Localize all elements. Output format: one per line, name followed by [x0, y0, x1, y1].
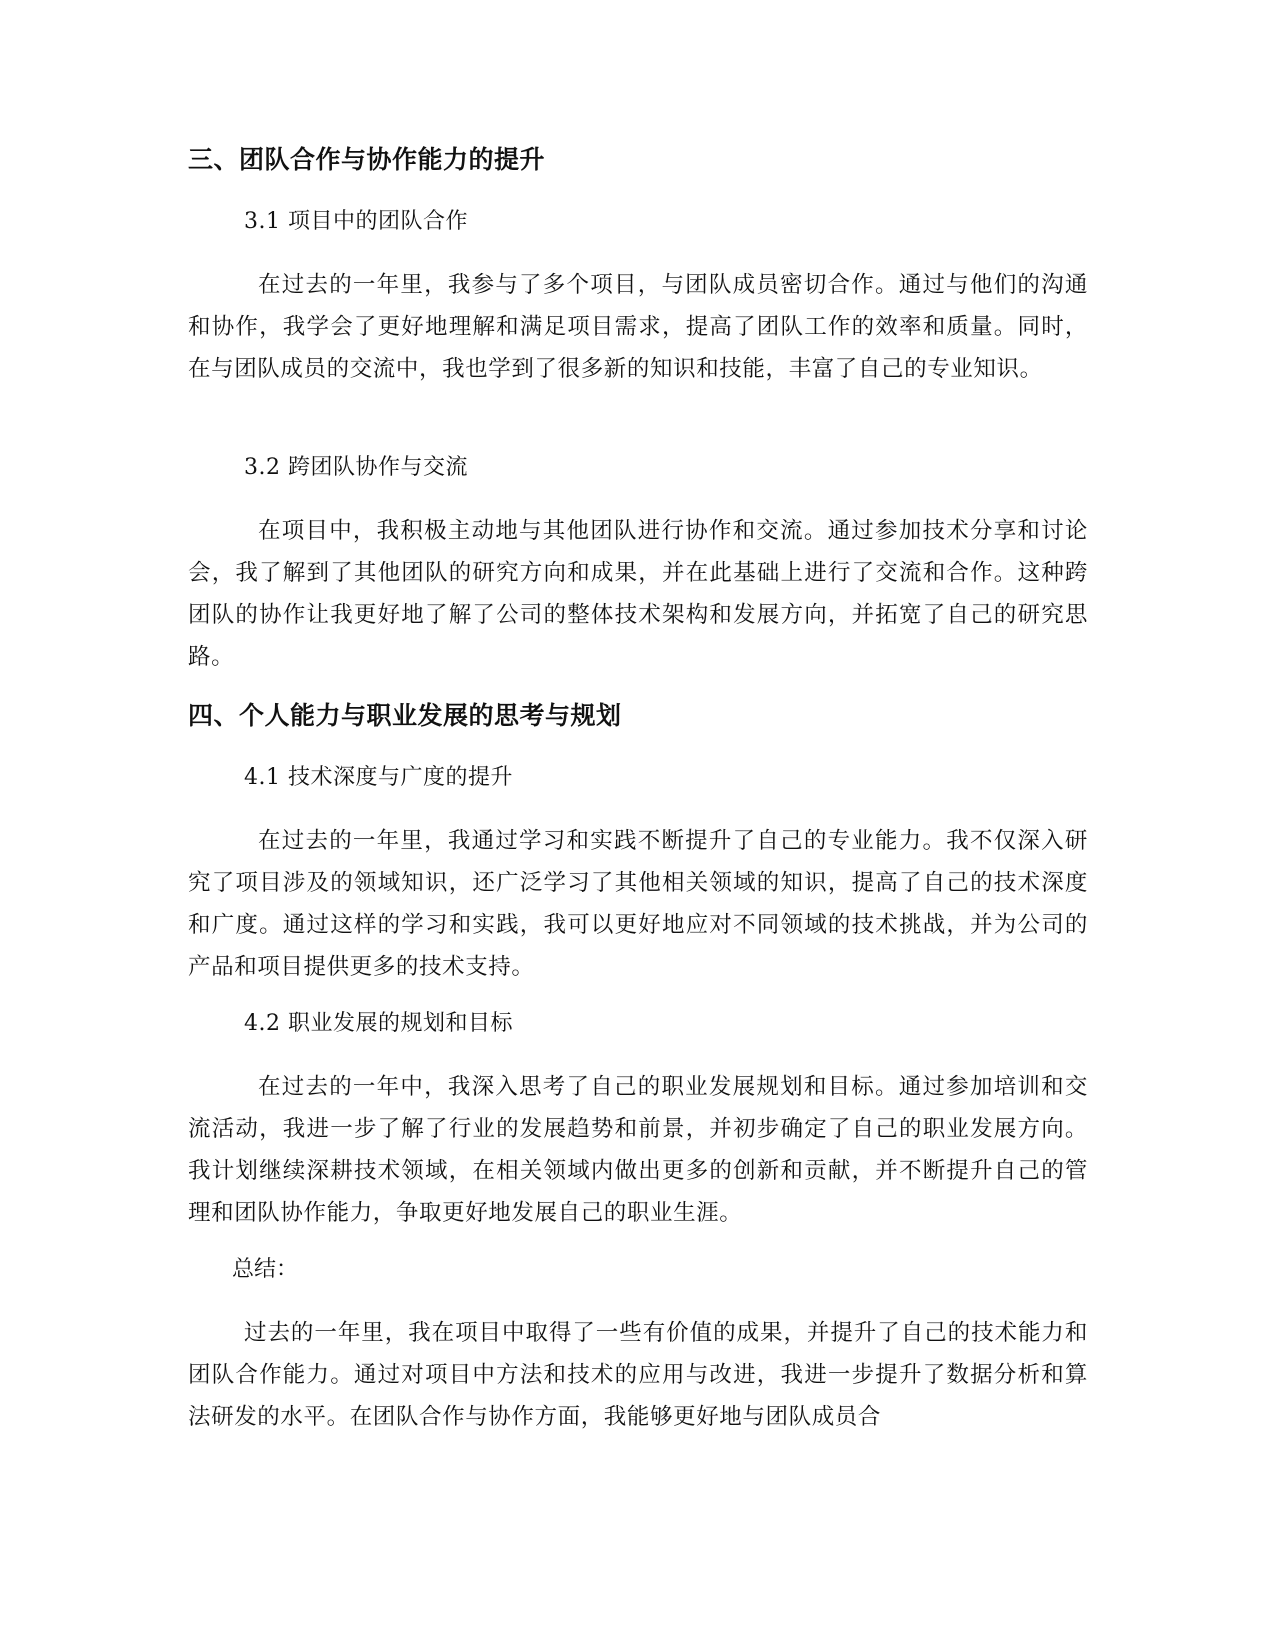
- paragraph-4-2: 在过去的一年中，我深入思考了自己的职业发展规划和目标。通过参加培训和交流活动，我进一步了解了行业的发展趋势和前景，并初步确定了自己的职业发展方向。我计划继续深耕技术领域，在相关领域内做出更多的创新和贡献，并不断提升自己的管理和团队协作能力，争取更好地发展自己的职业生涯。: [188, 1074, 1088, 1226]
- summary-paragraph: 过去的一年里，我在项目中取得了一些有价值的成果，并提升了自己的技术能力和团队合作能力。通过对项目中方法和技术的应用与改进，我进一步提升了数据分析和算法研发的水平。在团队合作与协作方面，我能够更好地与团队成员合: [188, 1320, 1088, 1430]
- subsection-title-4-1: 4.1 技术深度与广度的提升: [244, 765, 513, 790]
- paragraph-3-1: 在过去的一年里，我参与了多个项目，与团队成员密切合作。通过与他们的沟通和协作，我学会了更好地理解和满足项目需求，提高了团队工作的效率和质量。同时，在与团队成员的交流中，我也学到了很多新的知识和技能，丰富了自己的专业知识。: [188, 272, 1088, 382]
- subsection-title-3-1: 3.1 项目中的团队合作: [244, 209, 468, 234]
- section-heading-3: 三、团队合作与协作能力的提升: [188, 145, 546, 174]
- paragraph-3-2: 在项目中，我积极主动地与其他团队进行协作和交流。通过参加技术分享和讨论会，我了解到了其他团队的研究方向和成果，并在此基础上进行了交流和合作。这种跨团队的协作让我更好地了解了公司的整体技术架构和发展方向，并拓宽了自己的研究思路。: [188, 518, 1088, 670]
- subsection-title-3-2: 3.2 跨团队协作与交流: [244, 455, 468, 480]
- paragraph-4-1: 在过去的一年里，我通过学习和实践不断提升了自己的专业能力。我不仅深入研究了项目涉及的领域知识，还广泛学习了其他相关领域的知识，提高了自己的技术深度和广度。通过这样的学习和实践，我可以更好地应对不同领域的技术挑战，并为公司的产品和项目提供更多的技术支持。: [188, 828, 1088, 980]
- summary-label: 总结：: [232, 1257, 299, 1282]
- section-heading-4: 四、个人能力与职业发展的思考与规划: [188, 701, 622, 730]
- subsection-title-4-2: 4.2 职业发展的规划和目标: [244, 1011, 513, 1036]
